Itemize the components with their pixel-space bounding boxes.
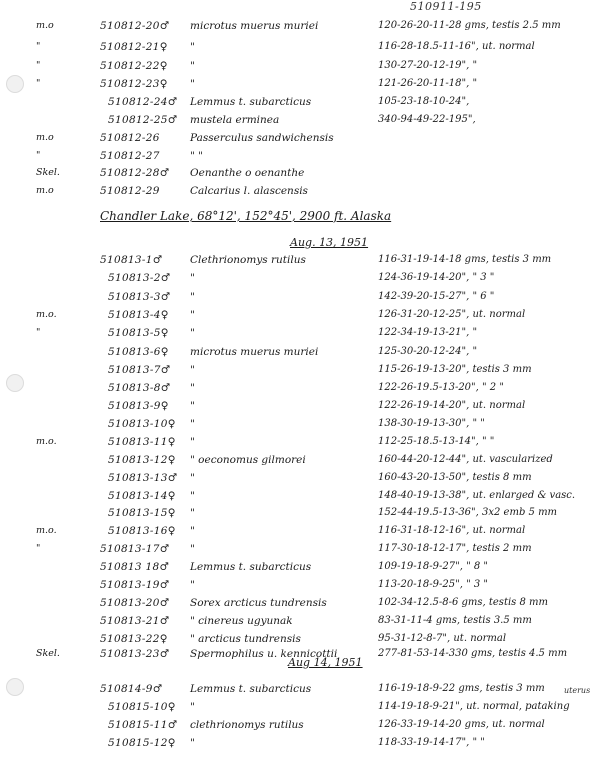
species-name: " oeconomus gilmorei <box>190 454 306 466</box>
catalog-number: 510813-7♂ <box>108 364 171 376</box>
specimen-row <box>0 132 600 150</box>
species-name: " <box>190 418 195 430</box>
specimen-row <box>0 436 600 454</box>
species-name: Spermophilus u. kennicottii <box>190 648 338 660</box>
catalog-number: 510813-6♀ <box>108 346 169 358</box>
specimen-row <box>0 382 600 400</box>
specimen-row <box>0 561 600 579</box>
measurements: 116-31-19-14-18 gms, testis 3 mm <box>378 254 552 265</box>
specimen-row <box>0 615 600 633</box>
specimen-row <box>0 648 600 666</box>
prep-mark: " <box>36 60 41 71</box>
specimen-row <box>0 346 600 364</box>
species-name: " <box>190 579 195 591</box>
specimen-row <box>0 254 600 272</box>
locality-heading: Chandler Lake, 68°12', 152°45', 2900 ft. Alaska <box>100 209 392 223</box>
catalog-number: 510812-22♀ <box>100 60 168 72</box>
measurements: 117-30-18-12-17", testis 2 mm <box>378 543 532 554</box>
catalog-number: 510815-11♂ <box>108 719 178 731</box>
prep-mark: " <box>36 543 41 554</box>
species-name: clethrionomys rutilus <box>190 719 304 731</box>
margin-note: uterus <box>564 686 591 695</box>
measurements: 109-19-18-9-27", " 8 " <box>378 561 489 572</box>
catalog-number: 510813-1♂ <box>100 254 163 266</box>
species-name: microtus muerus muriei <box>190 20 319 32</box>
species-name: " <box>190 472 195 484</box>
specimen-row <box>0 309 600 327</box>
prep-mark: " <box>36 41 41 52</box>
specimen-row <box>0 60 600 78</box>
catalog-number: 510812-25♂ <box>108 114 178 126</box>
catalog-number: 510812-29 <box>100 185 160 197</box>
collection-date: Aug 14, 1951 <box>288 656 363 669</box>
species-name: " <box>190 291 195 303</box>
species-name: Calcarius l. alascensis <box>190 185 308 197</box>
catalog-number: 510812-27 <box>100 150 160 162</box>
catalog-number: 510812-20♂ <box>100 20 170 32</box>
catalog-number: 510813 18♂ <box>100 561 170 573</box>
prep-mark: " <box>36 150 41 161</box>
specimen-row <box>0 719 600 737</box>
measurements: 116-31-18-12-16", ut. normal <box>378 525 526 536</box>
catalog-number: 510813-23♂ <box>100 648 170 660</box>
specimen-row <box>0 185 600 203</box>
prep-mark: Skel. <box>36 167 60 178</box>
species-name: " <box>190 507 195 519</box>
catalog-number: 510813-2♂ <box>108 272 171 284</box>
species-name: " <box>190 327 195 339</box>
species-name: " <box>190 436 195 448</box>
measurements: 113-20-18-9-25", " 3 " <box>378 579 489 590</box>
specimen-row <box>0 454 600 472</box>
species-name: Lemmus t. subarcticus <box>190 561 312 573</box>
measurements: 118-33-19-14-17", " " <box>378 737 485 748</box>
species-name: " <box>190 364 195 376</box>
species-name: " <box>190 272 195 284</box>
specimen-row <box>0 364 600 382</box>
specimen-row <box>0 20 600 38</box>
measurements: 122-26-19-14-20", ut. normal <box>378 400 526 411</box>
specimen-row <box>0 150 600 168</box>
species-name: " <box>190 400 195 412</box>
measurements: 114-19-18-9-21", ut. normal, pataking <box>378 701 570 712</box>
specimen-row <box>0 490 600 508</box>
catalog-number: 510813-12♀ <box>108 454 176 466</box>
catalog-number: 510813-22♀ <box>100 633 168 645</box>
measurements: 102-34-12.5-8-6 gms, testis 8 mm <box>378 597 548 608</box>
specimen-row <box>0 525 600 543</box>
measurements: 124-36-19-14-20", " 3 " <box>378 272 495 283</box>
specimen-row <box>0 78 600 96</box>
measurements: 152-44-19.5-13-36", 3x2 emb 5 mm <box>378 507 558 518</box>
measurements: 116-19-18-9-22 gms, testis 3 mm <box>378 683 545 694</box>
measurements: 138-30-19-13-30", " " <box>378 418 485 429</box>
prep-mark: m.o. <box>36 525 57 536</box>
species-name: " <box>190 309 195 321</box>
measurements: 130-27-20-12-19", " <box>378 60 478 71</box>
measurements: 120-26-20-11-28 gms, testis 2.5 mm <box>378 20 561 31</box>
species-name: Lemmus t. subarcticus <box>190 683 312 695</box>
measurements: 126-33-19-14-20 gms, ut. normal <box>378 719 545 730</box>
catalog-number: 510813-17♂ <box>100 543 170 555</box>
prep-mark: m.o <box>36 20 54 31</box>
species-name: " <box>190 701 195 713</box>
catalog-number: 510815-12♀ <box>108 737 176 749</box>
catalog-number: 510813-14♀ <box>108 490 176 502</box>
catalog-number: 510813-11♀ <box>108 436 176 448</box>
prep-mark: m.o <box>36 185 54 196</box>
species-name: " <box>190 41 195 53</box>
measurements: 83-31-11-4 gms, testis 3.5 mm <box>378 615 532 626</box>
species-name: Oenanthe o oenanthe <box>190 167 305 179</box>
specimen-row <box>0 96 600 114</box>
catalog-number: 510813-10♀ <box>108 418 176 430</box>
prep-mark: m.o <box>36 132 54 143</box>
species-name: Passerculus sandwichensis <box>190 132 334 144</box>
catalog-number: 510813-15♀ <box>108 507 176 519</box>
prep-mark: Skel. <box>36 648 60 659</box>
specimen-row <box>0 472 600 490</box>
specimen-row <box>0 701 600 719</box>
species-name: " <box>190 60 195 72</box>
catalog-number: 510813-19♂ <box>100 579 170 591</box>
measurements: 116-28-18.5-11-16", ut. normal <box>378 41 535 52</box>
page-number: 510911-195 <box>410 0 482 13</box>
measurements: 340-94-49-22-195", <box>378 114 476 125</box>
species-name: " cinereus ugyunak <box>190 615 293 627</box>
measurements: 122-26-19.5-13-20", " 2 " <box>378 382 504 393</box>
catalog-number: 510813-20♂ <box>100 597 170 609</box>
species-name: " <box>190 78 195 90</box>
measurements: 160-43-20-13-50", testis 8 mm <box>378 472 532 483</box>
catalog-number: 510813-16♀ <box>108 525 176 537</box>
measurements: 277-81-53-14-330 gms, testis 4.5 mm <box>378 648 568 659</box>
species-name: Clethrionomys rutilus <box>190 254 306 266</box>
specimen-row <box>0 272 600 290</box>
catalog-number: 510813-13♂ <box>108 472 178 484</box>
species-name: " <box>190 382 195 394</box>
catalog-number: 510813-5♀ <box>108 327 169 339</box>
species-name: " <box>190 543 195 555</box>
collection-date: Aug. 13, 1951 <box>290 236 369 249</box>
measurements: 105-23-18-10-24", <box>378 96 470 107</box>
specimen-row <box>0 41 600 59</box>
catalog-number: 510812-21♀ <box>100 41 168 53</box>
species-name: " " <box>190 150 203 162</box>
prep-mark: " <box>36 78 41 89</box>
catalog-number: 510813-9♀ <box>108 400 169 412</box>
prep-mark: m.o. <box>36 309 57 320</box>
measurements: 160-44-20-12-44", ut. vascularized <box>378 454 553 465</box>
specimen-row <box>0 114 600 132</box>
catalog-number: 510813-21♂ <box>100 615 170 627</box>
catalog-number: 510813-4♀ <box>108 309 169 321</box>
catalog-number: 510815-10♀ <box>108 701 176 713</box>
catalog-number: 510812-24♂ <box>108 96 178 108</box>
measurements: 121-26-20-11-18", " <box>378 78 478 89</box>
catalog-number: 510813-8♂ <box>108 382 171 394</box>
species-name: " <box>190 737 195 749</box>
measurements: 122-34-19-13-21", " <box>378 327 478 338</box>
catalog-number: 510814-9♂ <box>100 683 163 695</box>
prep-mark: " <box>36 327 41 338</box>
specimen-row <box>0 737 600 755</box>
measurements: 126-31-20-12-25", ut. normal <box>378 309 526 320</box>
measurements: 142-39-20-15-27", " 6 " <box>378 291 495 302</box>
specimen-row <box>0 597 600 615</box>
specimen-row <box>0 291 600 309</box>
species-name: Lemmus t. subarcticus <box>190 96 312 108</box>
specimen-row <box>0 579 600 597</box>
species-name: " <box>190 525 195 537</box>
specimen-row <box>0 543 600 561</box>
measurements: 115-26-19-13-20", testis 3 mm <box>378 364 532 375</box>
species-name: mustela erminea <box>190 114 280 126</box>
specimen-row <box>0 418 600 436</box>
measurements: 112-25-18.5-13-14", " " <box>378 436 495 447</box>
catalog-number: 510812-26 <box>100 132 160 144</box>
specimen-row <box>0 327 600 345</box>
species-name: microtus muerus muriei <box>190 346 319 358</box>
catalog-number: 510813-3♂ <box>108 291 171 303</box>
species-name: " <box>190 490 195 502</box>
species-name: " arcticus tundrensis <box>190 633 301 645</box>
specimen-row <box>0 400 600 418</box>
specimen-row <box>0 683 600 701</box>
measurements: 148-40-19-13-38", ut. enlarged & vasc. <box>378 490 576 501</box>
measurements: 95-31-12-8-7", ut. normal <box>378 633 507 644</box>
prep-mark: m.o. <box>36 436 57 447</box>
measurements: 125-30-20-12-24", " <box>378 346 478 357</box>
species-name: Sorex arcticus tundrensis <box>190 597 327 609</box>
specimen-row <box>0 507 600 525</box>
catalog-number: 510812-28♂ <box>100 167 170 179</box>
catalog-number: 510812-23♀ <box>100 78 168 90</box>
specimen-row <box>0 167 600 185</box>
